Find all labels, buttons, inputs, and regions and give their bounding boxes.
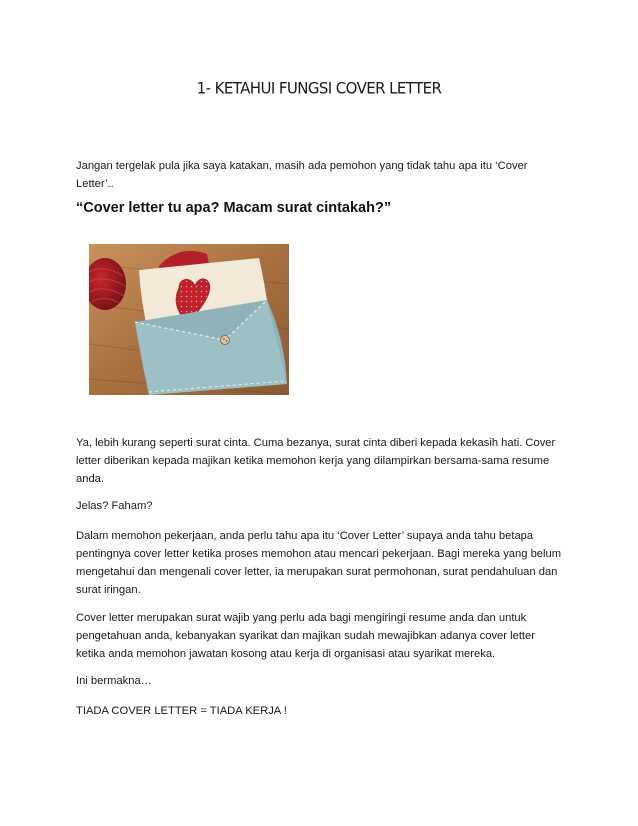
question-heading: “Cover letter tu apa? Macam surat cintakah?” bbox=[76, 200, 392, 216]
envelope-heart-image bbox=[89, 244, 289, 395]
paragraph-conclusion: TIADA COVER LETTER = TIADA KERJA ! bbox=[76, 705, 287, 717]
paragraph-meaning: Ini bermakna… bbox=[76, 675, 152, 687]
paragraph-definition: Dalam memohon pekerjaan, anda perlu tahu apa itu ‘Cover Letter’ supaya anda tahu betapa pentingnya cover letter ketika proses memohon atau mencari pekerjaan. Bagi mereka yang belum mengetahui dan mengenali cover letter, ia merupakan surat permohonan, surat pendahuluan dan surat iringan. bbox=[76, 530, 562, 596]
intro-paragraph: Jangan tergelak pula jika saya katakan, masih ada pemohon yang tidak tahu apa itu ‘Cover Letter’.. bbox=[76, 160, 528, 190]
paragraph-requirement: Cover letter merupakan surat wajib yang perlu ada bagi mengiringi resume anda dan untuk pengetahuan anda, kebanyakan syarikat dan majikan sudah mewajibkan adanya cover letter ketika anda memohon jawatan kosong atau kerja di organisasi atau syarikat mereka. bbox=[76, 612, 535, 660]
paragraph-love-letter: Ya, lebih kurang seperti surat cinta. Cuma bezanya, surat cinta diberi kepada kekasih hati. Cover letter diberikan kepada majikan ketika memohon kerja yang dilampirkan bersama-sama resume anda. bbox=[76, 437, 556, 485]
envelope-illustration bbox=[89, 244, 289, 395]
page-title: 1- KETAHUI FUNGSI COVER LETTER bbox=[196, 78, 442, 98]
envelope-button bbox=[221, 336, 230, 345]
paragraph-question: Jelas? Faham? bbox=[76, 500, 153, 512]
